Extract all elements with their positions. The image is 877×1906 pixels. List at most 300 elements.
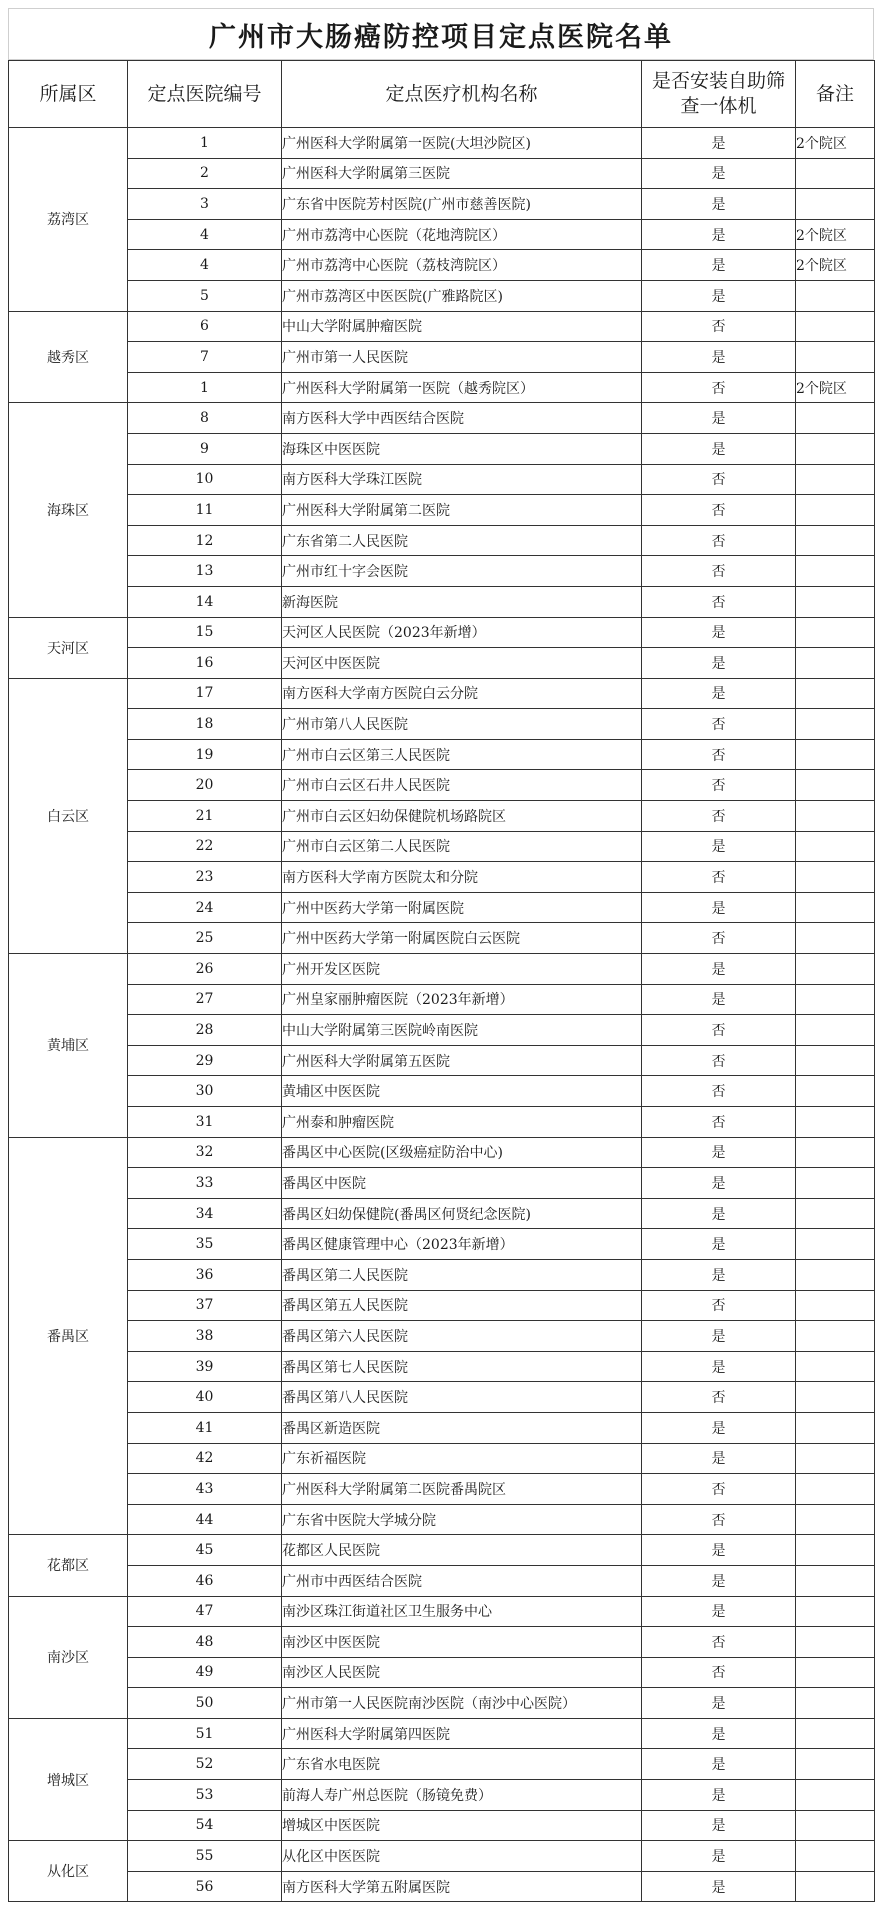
hospital-number-cell: 46 [128,1565,282,1596]
remarks-cell [796,831,875,862]
hospital-number-cell: 24 [128,892,282,923]
self-screening-cell: 是 [642,1596,796,1627]
hospital-name-cell: 番禺区第七人民医院 [282,1351,642,1382]
table-row [9,709,875,740]
hospital-name-cell: 广州市第八人民医院 [282,709,642,740]
self-screening-cell: 否 [642,1474,796,1505]
hospital-number-cell: 25 [128,923,282,954]
table-row [9,1841,875,1872]
remarks-cell [796,1229,875,1260]
hospital-number-cell: 7 [128,342,282,373]
remarks-cell [796,1412,875,1443]
self-screening-cell: 否 [642,862,796,893]
self-screening-cell: 否 [642,1107,796,1138]
hospital-number-cell: 26 [128,954,282,985]
self-screening-cell: 是 [642,1412,796,1443]
remarks-cell [796,1627,875,1658]
hospital-number-cell: 32 [128,1137,282,1168]
self-screening-cell: 否 [642,372,796,403]
table-row [9,770,875,801]
hospital-name-cell: 番禺区第五人民医院 [282,1290,642,1321]
table-row [9,372,875,403]
remarks-cell [796,280,875,311]
remarks-cell [796,556,875,587]
district-cell: 增城区 [9,1718,128,1840]
hospital-name-cell: 广州医科大学附属第五医院 [282,1045,642,1076]
table-row [9,189,875,220]
table-row [9,617,875,648]
remarks-cell: 2个院区 [796,219,875,250]
hospital-number-cell: 22 [128,831,282,862]
hospital-number-cell: 38 [128,1321,282,1352]
self-screening-cell: 否 [642,586,796,617]
remarks-cell [796,1474,875,1505]
hospital-name-cell: 广东省中医院大学城分院 [282,1504,642,1535]
remarks-cell [796,1841,875,1872]
self-screening-cell: 否 [642,556,796,587]
district-cell: 白云区 [9,678,128,953]
remarks-cell [796,801,875,832]
table-header [9,61,875,128]
hospital-name-cell: 中山大学附属肿瘤医院 [282,311,642,342]
remarks-cell [796,1565,875,1596]
self-screening-cell: 是 [642,1137,796,1168]
remarks-cell: 2个院区 [796,372,875,403]
hospital-number-cell: 50 [128,1688,282,1719]
self-screening-cell: 是 [642,831,796,862]
hospital-number-cell: 35 [128,1229,282,1260]
table-row [9,250,875,281]
hospital-number-cell: 49 [128,1657,282,1688]
remarks-cell [796,1045,875,1076]
table-row [9,1810,875,1841]
hospital-number-cell: 5 [128,280,282,311]
self-screening-cell: 是 [642,1871,796,1902]
hospital-number-cell: 11 [128,495,282,526]
hospital-name-cell: 南方医科大学南方医院太和分院 [282,862,642,893]
remarks-cell [796,1596,875,1627]
self-screening-cell: 否 [642,1290,796,1321]
hospital-name-cell: 番禺区健康管理中心（2023年新增） [282,1229,642,1260]
hospital-name-cell: 番禺区妇幼保健院(番禺区何贤纪念医院) [282,1198,642,1229]
table-row [9,280,875,311]
table-row [9,1565,875,1596]
hospital-number-cell: 54 [128,1810,282,1841]
remarks-cell [796,525,875,556]
table-row [9,1504,875,1535]
hospital-number-cell: 44 [128,1504,282,1535]
self-screening-cell: 否 [642,1045,796,1076]
self-screening-cell: 是 [642,250,796,281]
self-screening-cell: 是 [642,1168,796,1199]
hospital-name-cell: 广州市中西医结合医院 [282,1565,642,1596]
hospital-number-cell: 41 [128,1412,282,1443]
hospital-name-cell: 番禺区第六人民医院 [282,1321,642,1352]
hospital-name-cell: 南沙区人民医院 [282,1657,642,1688]
table-row [9,678,875,709]
hospital-number-cell: 31 [128,1107,282,1138]
hospital-number-cell: 40 [128,1382,282,1413]
self-screening-cell: 否 [642,495,796,526]
hospital-name-cell: 海珠区中医医院 [282,433,642,464]
district-cell: 荔湾区 [9,128,128,312]
table-row [9,1780,875,1811]
remarks-cell [796,342,875,373]
self-screening-cell: 是 [642,1535,796,1566]
hospital-name-cell: 广州市白云区第三人民医院 [282,739,642,770]
hospital-name-cell: 广州市荔湾区中医医院(广雅路院区) [282,280,642,311]
remarks-cell [796,739,875,770]
hospital-number-cell: 10 [128,464,282,495]
table-row [9,1535,875,1566]
hospital-number-cell: 29 [128,1045,282,1076]
hospital-name-cell: 广州市白云区第二人民医院 [282,831,642,862]
table-row [9,1382,875,1413]
table-row [9,128,875,159]
hospital-number-cell: 33 [128,1168,282,1199]
hospital-name-cell: 天河区中医医院 [282,648,642,679]
hospital-name-cell: 广州市白云区石井人民医院 [282,770,642,801]
remarks-cell [796,1443,875,1474]
self-screening-cell: 是 [642,892,796,923]
remarks-cell [796,433,875,464]
remarks-cell [796,1351,875,1382]
hospital-name-cell: 广东省中医院芳村医院(广州市慈善医院) [282,189,642,220]
hospital-name-cell: 广东祈福医院 [282,1443,642,1474]
district-cell: 海珠区 [9,403,128,617]
hospital-number-cell: 12 [128,525,282,556]
self-screening-cell: 否 [642,1627,796,1658]
header-row [9,61,875,128]
remarks-cell [796,923,875,954]
hospital-name-cell: 前海人寿广州总医院（肠镜免费） [282,1780,642,1811]
remarks-cell [796,189,875,220]
header-number: 定点医院编号 [128,61,282,128]
table-row [9,311,875,342]
table-row [9,1474,875,1505]
self-screening-cell: 否 [642,739,796,770]
hospital-number-cell: 17 [128,678,282,709]
hospital-number-cell: 28 [128,1015,282,1046]
hospital-name-cell: 番禺区新造医院 [282,1412,642,1443]
hospital-number-cell: 34 [128,1198,282,1229]
hospital-number-cell: 14 [128,586,282,617]
hospital-name-cell: 广东省水电医院 [282,1749,642,1780]
table-row [9,1198,875,1229]
hospital-name-cell: 广州医科大学附属第一医院（越秀院区） [282,372,642,403]
table-row [9,1259,875,1290]
header-self-screening-label: 是否安装自助筛查一体机 [651,70,785,117]
self-screening-cell: 否 [642,923,796,954]
hospital-name-cell: 广州市荔湾中心医院（花地湾院区） [282,219,642,250]
table-row [9,1229,875,1260]
remarks-cell [796,464,875,495]
self-screening-cell: 是 [642,1841,796,1872]
hospital-name-cell: 广州医科大学附属第一医院(大坦沙院区) [282,128,642,159]
hospital-number-cell: 20 [128,770,282,801]
page-title: 广州市大肠癌防控项目定点医院名单 [209,21,673,53]
title-box [8,8,874,60]
self-screening-cell: 是 [642,1198,796,1229]
table-row [9,1688,875,1719]
self-screening-cell: 否 [642,1657,796,1688]
hospital-number-cell: 18 [128,709,282,740]
self-screening-cell: 是 [642,1718,796,1749]
table-row [9,1596,875,1627]
hospital-name-cell: 广州开发区医院 [282,954,642,985]
table-row [9,1015,875,1046]
table-row [9,586,875,617]
self-screening-cell: 是 [642,1810,796,1841]
table-row [9,1168,875,1199]
remarks-cell [796,954,875,985]
hospital-number-cell: 55 [128,1841,282,1872]
hospital-name-cell: 广州医科大学附属第二医院 [282,495,642,526]
self-screening-cell: 否 [642,464,796,495]
table-row [9,342,875,373]
table-row [9,1321,875,1352]
district-cell: 番禺区 [9,1137,128,1535]
remarks-cell [796,403,875,434]
hospital-number-cell: 16 [128,648,282,679]
self-screening-cell: 是 [642,342,796,373]
remarks-cell: 2个院区 [796,250,875,281]
self-screening-cell: 否 [642,1382,796,1413]
hospital-name-cell: 黄埔区中医医院 [282,1076,642,1107]
self-screening-cell: 是 [642,158,796,189]
remarks-cell [796,1321,875,1352]
self-screening-cell: 是 [642,1321,796,1352]
hospital-name-cell: 中山大学附属第三医院岭南医院 [282,1015,642,1046]
table-row [9,495,875,526]
self-screening-cell: 是 [642,984,796,1015]
self-screening-cell: 是 [642,1229,796,1260]
remarks-cell [796,1015,875,1046]
hospital-number-cell: 9 [128,433,282,464]
self-screening-cell: 是 [642,617,796,648]
remarks-cell [796,1535,875,1566]
hospital-number-cell: 56 [128,1871,282,1902]
self-screening-cell: 否 [642,1015,796,1046]
hospital-number-cell: 37 [128,1290,282,1321]
table-row [9,984,875,1015]
table-row [9,862,875,893]
district-cell: 花都区 [9,1535,128,1596]
hospital-name-cell: 南方医科大学中西医结合医院 [282,403,642,434]
table-row [9,464,875,495]
hospital-number-cell: 48 [128,1627,282,1658]
table-row [9,739,875,770]
table-row [9,892,875,923]
hospital-name-cell: 广州医科大学附属第三医院 [282,158,642,189]
self-screening-cell: 是 [642,189,796,220]
table-row [9,556,875,587]
remarks-cell: 2个院区 [796,128,875,159]
hospital-name-cell: 广州医科大学附属第四医院 [282,1718,642,1749]
hospital-name-cell: 番禺区中医院 [282,1168,642,1199]
hospital-name-cell: 新海医院 [282,586,642,617]
hospital-number-cell: 39 [128,1351,282,1382]
hospital-name-cell: 广州市第一人民医院南沙医院（南沙中心医院） [282,1688,642,1719]
remarks-cell [796,158,875,189]
self-screening-cell: 否 [642,1076,796,1107]
self-screening-cell: 是 [642,1749,796,1780]
hospital-name-cell: 广州市白云区妇幼保健院机场路院区 [282,801,642,832]
self-screening-cell: 是 [642,1565,796,1596]
table-body [9,128,875,1902]
remarks-cell [796,617,875,648]
self-screening-cell: 是 [642,1351,796,1382]
remarks-cell [796,1137,875,1168]
remarks-cell [796,1198,875,1229]
table-row [9,648,875,679]
district-cell: 南沙区 [9,1596,128,1718]
hospital-name-cell: 广州皇家丽肿瘤医院（2023年新增） [282,984,642,1015]
hospital-name-cell: 广州市红十字会医院 [282,556,642,587]
remarks-cell [796,1107,875,1138]
header-self-screening [642,61,796,128]
district-cell: 天河区 [9,617,128,678]
district-cell: 越秀区 [9,311,128,403]
self-screening-cell: 否 [642,311,796,342]
self-screening-cell: 是 [642,1780,796,1811]
hospital-number-cell: 19 [128,739,282,770]
self-screening-cell: 否 [642,525,796,556]
table-row [9,1443,875,1474]
hospital-number-cell: 15 [128,617,282,648]
table-row [9,403,875,434]
hospital-number-cell: 42 [128,1443,282,1474]
header-district: 所属区 [9,61,128,128]
hospital-name-cell: 广州市第一人民医院 [282,342,642,373]
remarks-cell [796,1382,875,1413]
remarks-cell [796,648,875,679]
remarks-cell [796,1504,875,1535]
table-row [9,1290,875,1321]
table-row [9,1749,875,1780]
hospital-number-cell: 3 [128,189,282,220]
header-hospital-name: 定点医疗机构名称 [282,61,642,128]
hospital-number-cell: 1 [128,372,282,403]
hospital-name-cell: 南方医科大学南方医院白云分院 [282,678,642,709]
self-screening-cell: 否 [642,1504,796,1535]
hospital-number-cell: 45 [128,1535,282,1566]
remarks-cell [796,892,875,923]
hospital-name-cell: 广州中医药大学第一附属医院 [282,892,642,923]
table-row [9,433,875,464]
remarks-cell [796,495,875,526]
hospital-number-cell: 6 [128,311,282,342]
hospital-name-cell: 南方医科大学珠江医院 [282,464,642,495]
hospital-name-cell: 增城区中医医院 [282,1810,642,1841]
remarks-cell [796,862,875,893]
hospital-number-cell: 30 [128,1076,282,1107]
table-row [9,1351,875,1382]
hospital-name-cell: 广州医科大学附属第二医院番禺院区 [282,1474,642,1505]
table-row [9,923,875,954]
self-screening-cell: 是 [642,678,796,709]
hospital-name-cell: 番禺区中心医院(区级癌症防治中心) [282,1137,642,1168]
hospital-name-cell: 广州泰和肿瘤医院 [282,1107,642,1138]
hospital-number-cell: 51 [128,1718,282,1749]
remarks-cell [796,1076,875,1107]
remarks-cell [796,1749,875,1780]
hospital-number-cell: 4 [128,250,282,281]
self-screening-cell: 是 [642,280,796,311]
self-screening-cell: 否 [642,770,796,801]
hospital-name-cell: 广州中医药大学第一附属医院白云医院 [282,923,642,954]
district-cell: 黄埔区 [9,954,128,1138]
hospital-name-cell: 从化区中医医院 [282,1841,642,1872]
self-screening-cell: 否 [642,709,796,740]
self-screening-cell: 是 [642,648,796,679]
hospital-name-cell: 广州市荔湾中心医院（荔枝湾院区） [282,250,642,281]
remarks-cell [796,1780,875,1811]
remarks-cell [796,678,875,709]
table-row [9,1657,875,1688]
remarks-cell [796,770,875,801]
remarks-cell [796,1657,875,1688]
self-screening-cell: 是 [642,433,796,464]
remarks-cell [796,586,875,617]
table-row [9,1871,875,1902]
self-screening-cell: 是 [642,219,796,250]
hospital-name-cell: 番禺区第二人民医院 [282,1259,642,1290]
remarks-cell [796,311,875,342]
header-remarks: 备注 [796,61,875,128]
hospital-number-cell: 36 [128,1259,282,1290]
hospital-number-cell: 43 [128,1474,282,1505]
self-screening-cell: 是 [642,1688,796,1719]
hospital-number-cell: 52 [128,1749,282,1780]
table-row [9,1045,875,1076]
table-row [9,158,875,189]
table-row [9,1718,875,1749]
hospital-number-cell: 4 [128,219,282,250]
remarks-cell [796,1810,875,1841]
hospital-name-cell: 南方医科大学第五附属医院 [282,1871,642,1902]
hospital-number-cell: 53 [128,1780,282,1811]
hospital-name-cell: 花都区人民医院 [282,1535,642,1566]
table-row [9,831,875,862]
remarks-cell [796,1290,875,1321]
remarks-cell [796,984,875,1015]
hospital-name-cell: 广东省第二人民医院 [282,525,642,556]
table-row [9,1412,875,1443]
table-row [9,219,875,250]
table-row [9,1107,875,1138]
remarks-cell [796,1259,875,1290]
hospital-number-cell: 27 [128,984,282,1015]
hospital-name-cell: 南沙区珠江街道社区卫生服务中心 [282,1596,642,1627]
hospital-number-cell: 47 [128,1596,282,1627]
hospital-number-cell: 13 [128,556,282,587]
self-screening-cell: 是 [642,1259,796,1290]
table-row [9,954,875,985]
hospital-number-cell: 23 [128,862,282,893]
remarks-cell [796,1718,875,1749]
table-row [9,801,875,832]
table-row [9,1627,875,1658]
hospital-name-cell: 番禺区第八人民医院 [282,1382,642,1413]
table-row [9,1076,875,1107]
table-row [9,1137,875,1168]
remarks-cell [796,1871,875,1902]
self-screening-cell: 是 [642,954,796,985]
self-screening-cell: 是 [642,1443,796,1474]
district-cell: 从化区 [9,1841,128,1902]
remarks-cell [796,1688,875,1719]
